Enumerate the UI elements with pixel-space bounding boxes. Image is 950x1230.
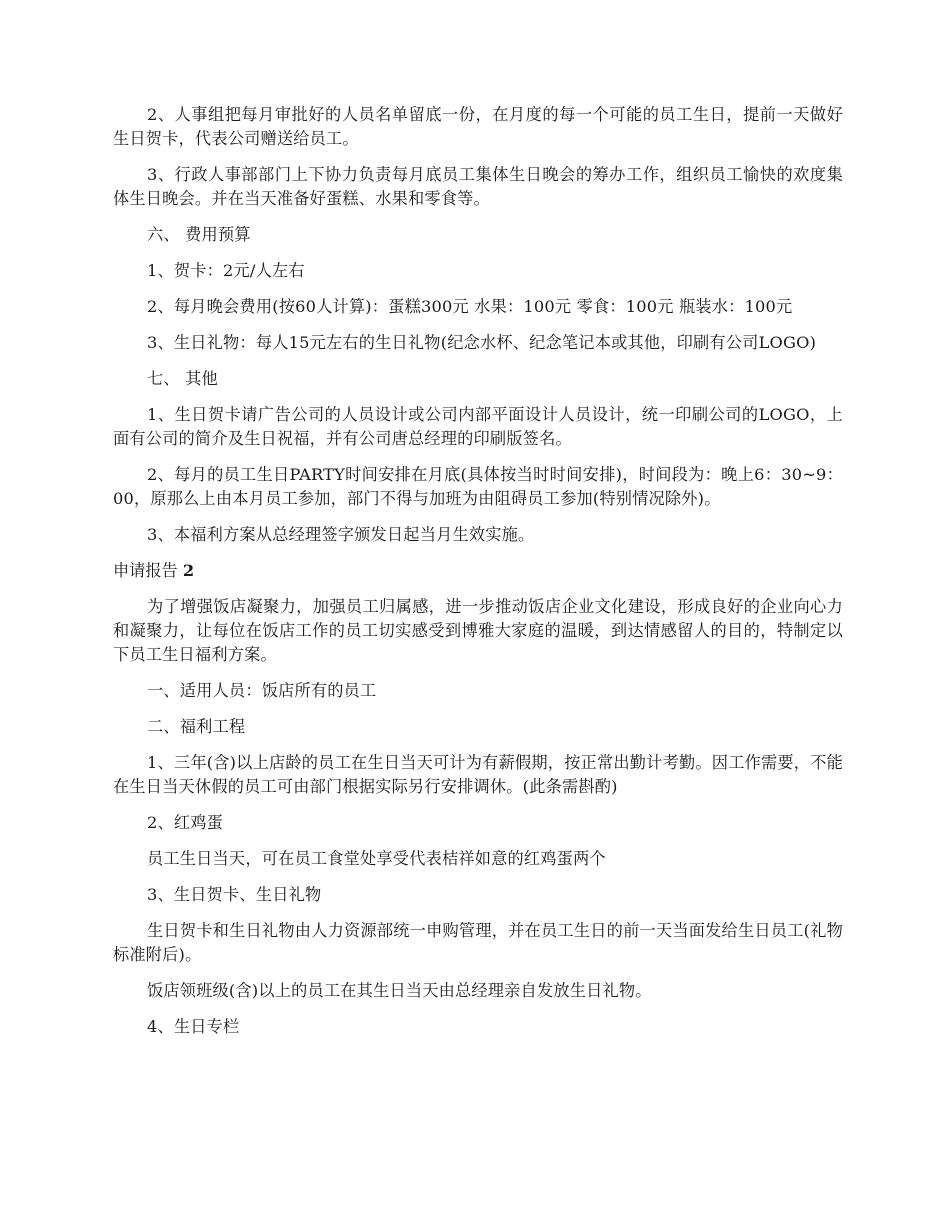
paragraph-party-organize: 3、行政人事部部门上下协力负责每月底员工集体生日晚会的筹办工作，组织员工愉快的欢度集体生日晚会。并在当天准备好蛋糕、水果和零食等。 <box>113 165 843 208</box>
paragraph-birthday-column: 4、生日专栏 <box>147 1017 240 1036</box>
paragraph-card-gift: 生日贺卡和生日礼物由人力资源部统一申购管理，并在员工生日的前一天当面发给生日员工(礼物标准附后)。 <box>113 921 843 964</box>
section-heading-welfare: 二、福利工程 <box>147 717 246 736</box>
paragraph-card-cost: 1、贺卡：2元/人左右 <box>147 261 305 280</box>
paragraph-applicable: 一、适用人员：饭店所有的员工 <box>147 681 377 700</box>
section-heading-budget: 六、 费用预算 <box>147 225 251 244</box>
paragraph-card-design: 1、生日贺卡请广告公司的人员设计或公司内部平面设计人员设计，统一印刷公司的LOGO，上面有公司的简介及生日祝福，并有公司唐总经理的印刷版签名。 <box>113 405 843 448</box>
paragraph-party-cost: 2、每月晚会费用(按60人计算)：蛋糕300元 水果：100元 零食：100元 瓶装水：100元 <box>147 297 793 316</box>
paragraph-supervisor-gift: 饭店领班级(含)以上的员工在其生日当天由总经理亲自发放生日礼物。 <box>147 981 652 1000</box>
paragraph-party-time: 2、每月的员工生日PARTY时间安排在月底(具体按当时时间安排)，时间段为：晚上6：30~9：00，原那么上由本月员工参加，部门不得与加班为由阻碍员工参加(特别情况除外)。 <box>113 465 843 508</box>
section-heading-other: 七、 其他 <box>147 369 218 388</box>
paragraph-red-eggs: 员工生日当天，可在员工食堂处享受代表桔祥如意的红鸡蛋两个 <box>147 849 606 868</box>
report-heading-text: 申请报告 <box>113 561 178 580</box>
document-page <box>113 103 843 1051</box>
paragraph-card-gift-title: 3、生日贺卡、生日礼物 <box>147 885 322 904</box>
paragraph-roster-card: 2、人事组把每月审批好的人员名单留底一份，在月度的每一个可能的员工生日，提前一天做好生日贺卡，代表公司赠送给员工。 <box>113 105 843 148</box>
paragraph-red-eggs-title: 2、红鸡蛋 <box>147 813 224 832</box>
report-heading <box>113 559 843 583</box>
report-heading-number: 2 <box>182 561 195 580</box>
paragraph-effective: 3、本福利方案从总经理签字颁发日起当月生效实施。 <box>147 525 535 544</box>
paragraph-gift-cost: 3、生日礼物：每人15元左右的生日礼物(纪念水杯、纪念笔记本或其他，印刷有公司LOGO) <box>147 333 817 352</box>
paragraph-paid-leave: 1、三年(含)以上店龄的员工在生日当天可计为有薪假期，按正常出勤计考勤。因工作需要，不能在生日当天休假的员工可由部门根据实际另行安排调休。(此条需斟酌) <box>113 753 843 796</box>
paragraph-intro: 为了增强饭店凝聚力，加强员工归属感，进一步推动饭店企业文化建设，形成良好的企业向心力和凝聚力，让每位在饭店工作的员工切实感受到博雅大家庭的温暖，到达情感留人的目的，特制定以下员工生日福利方案。 <box>113 597 843 664</box>
